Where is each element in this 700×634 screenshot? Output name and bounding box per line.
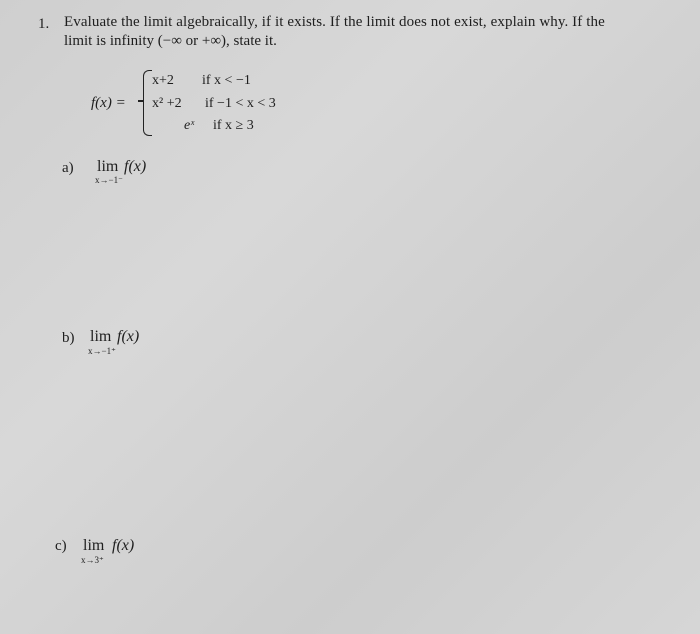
piecewise-brace: [143, 70, 152, 136]
part-a-expression: f(x): [124, 158, 147, 175]
part-c-limit-subscript: x→3⁺: [81, 555, 104, 565]
case-1-condition: if x < −1: [202, 73, 251, 88]
case-3-expression: eˣ: [184, 118, 195, 133]
part-c-expression: f(x): [112, 537, 135, 554]
case-2-condition: if −1 < x < 3: [205, 96, 276, 111]
part-c-lim: lim: [83, 537, 105, 554]
case-1-expression: x+2: [152, 73, 174, 88]
part-a-label: a): [62, 160, 74, 176]
question-text-line2: limit is infinity (−∞ or +∞), state it.: [64, 33, 277, 49]
case-3-condition: if x ≥ 3: [213, 118, 254, 133]
part-c-label: c): [55, 538, 67, 554]
part-b-limit-subscript: x→−1⁺: [88, 346, 116, 356]
question-number: 1.: [38, 16, 50, 32]
part-a-limit-subscript: x→−1⁻: [95, 175, 123, 185]
part-b-lim: lim: [90, 328, 112, 345]
part-b-expression: f(x): [117, 328, 140, 345]
function-name: f(x) =: [91, 95, 126, 111]
part-a-lim: lim: [97, 158, 119, 175]
question-text-line1: Evaluate the limit algebraically, if it exists. If the limit does not exist, explain why. If the: [64, 14, 605, 30]
part-b-label: b): [62, 330, 75, 346]
case-2-expression: x² +2: [152, 96, 182, 111]
